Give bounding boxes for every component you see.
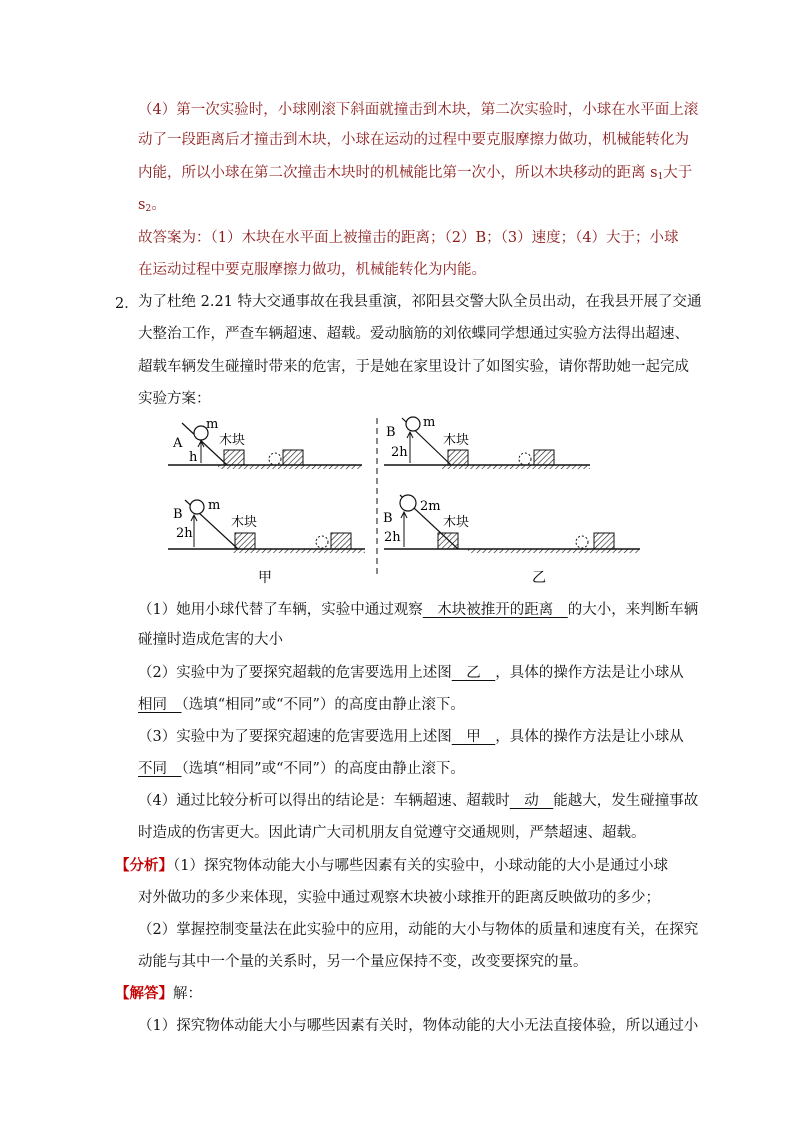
subq1-line2: 碰撞时造成危害的大小: [138, 632, 283, 648]
panel-br: [383, 495, 640, 553]
subq3-line1: （3）实验中为了要探究超速的危害要选用上述图 甲 ，具体的操作方法是让小球从: [138, 729, 684, 745]
block-label: 木块: [443, 433, 470, 448]
panel-bl: [168, 498, 365, 553]
block-label: 木块: [219, 433, 246, 448]
wood-block-end: [534, 450, 554, 465]
answer-p4-line4: $s_2$。: [138, 197, 166, 214]
block-label: 木块: [231, 515, 258, 530]
ball-end-dashed: [519, 453, 531, 465]
point-label: A: [173, 436, 183, 451]
wood-block-end: [594, 533, 614, 549]
subq1-line1: （1）她用小球代替了车辆，实验中通过观察 木块被推开的距离 的大小，来判断车辆: [138, 602, 699, 618]
question2-line4: 实验方案：: [138, 391, 211, 407]
ground-hatch: [218, 465, 362, 469]
ground-hatch: [468, 549, 640, 553]
subq3-line2: 不同 （选填“相同”或“不同”）的高度由静止滚下。: [138, 761, 465, 777]
mass-label: 2m: [420, 499, 441, 514]
subq2-line1: （2）实验中为了要探究超载的危害要选用上述图 乙 ，具体的操作方法是让小球从: [138, 665, 684, 681]
mass-label: m: [423, 415, 436, 430]
analysis-line2: 对外做功的多少来体现，实验中通过观察木块被小球推开的距离反映做功的多少；: [138, 890, 660, 906]
point-label: B: [386, 425, 396, 440]
question2-line3: 超载车辆发生碰撞时带来的危害，于是她在家里设计了如图实验，请你帮助她一起完成: [138, 359, 689, 375]
answer-p4-line3: 内能，所以小球在第二次撞击木块时的机械能比第一次小，所以木块移动的距离 $s_1$大于: [138, 165, 693, 182]
ball-end-dashed: [269, 453, 281, 465]
mass-label: m: [208, 498, 221, 513]
wood-block: [235, 533, 255, 549]
height-label: h: [189, 450, 198, 465]
question-number: 2．: [115, 296, 139, 312]
analysis-line1: 【分析】（1）探究物体动能大小与哪些因素有关的实验中，小球动能的大小是通过小球: [115, 857, 668, 874]
answer-p4-line2: 动了一段距离后才撞击到木块，小球在运动的过程中要克服摩擦力做功，机械能转化为: [138, 132, 689, 148]
panel-tr: [384, 415, 590, 469]
answer-summary-line1: 故答案为：（1）木块在水平面上被撞击的距离；（2）B；（3）速度；（4）大于；小球: [138, 230, 679, 246]
subq2-line2: 相同 （选填“相同”或“不同”）的高度由静止滚下。: [138, 697, 465, 713]
solution-tag-line: 【解答】解：: [115, 985, 202, 1002]
caption-right: 乙: [532, 570, 546, 586]
height-label: 2h: [391, 445, 408, 460]
mass-label: m: [206, 417, 219, 432]
analysis-line4: 动能与其中一个量的关系时，另一个量应保持不变，改变要探究的量。: [138, 954, 588, 970]
analysis-tag: 【分析】: [115, 857, 173, 874]
solution-line1: （1）探究物体动能大小与哪些因素有关时，物体动能的大小无法直接体验，所以通过小: [138, 1018, 699, 1034]
block-label: 木块: [443, 515, 470, 530]
answer-p4-line1: （4）第一次实验时，小球刚滚下斜面就撞击到木块，第二次实验时，小球在水平面上滚: [138, 102, 699, 118]
wood-block: [224, 450, 244, 465]
ball-end-dashed: [316, 536, 328, 548]
ground-hatch: [442, 465, 590, 469]
point-label: B: [173, 507, 183, 522]
wood-block: [448, 450, 468, 465]
point-label: B: [383, 511, 393, 526]
ball: [400, 495, 416, 511]
wood-block: [438, 533, 458, 549]
wood-block-end: [331, 533, 351, 549]
question2-line1: 为了杜绝 2.21 特大交通事故在我县重演，祁阳县交警大队全员出动，在我县开展了交通: [138, 294, 702, 310]
answer-summary-line2: 在运动过程中要克服摩擦力做功，机械能转化为内能。: [138, 262, 486, 278]
caption-left: 甲: [258, 570, 272, 586]
solution-tag: 【解答】: [115, 985, 173, 1002]
analysis-line3: （2）掌握控制变量法在此实验中的应用，动能的大小与物体的质量和速度有关，在探究: [138, 922, 699, 938]
ball-end-dashed: [576, 536, 588, 548]
subq4-line2: 时造成的伤害更大。因此请广大司机朋友自觉遵守交通规则，严禁超速、超载。: [138, 825, 646, 841]
subq4-line1: （4）通过比较分析可以得出的结论是：车辆超速、超载时 动 能越大，发生碰撞事故: [138, 793, 699, 809]
wood-block-end: [283, 450, 303, 465]
ball: [406, 417, 420, 431]
height-label: 2h: [176, 526, 193, 541]
ball: [190, 500, 204, 514]
ground-hatch: [232, 549, 365, 553]
height-label: 2h: [384, 530, 401, 545]
question2-line2: 大整治工作，严查车辆超速、超载。爱动脑筋的刘依蝶同学想通过实验方法得出超速、: [138, 326, 689, 342]
panel-tl: [168, 417, 362, 469]
